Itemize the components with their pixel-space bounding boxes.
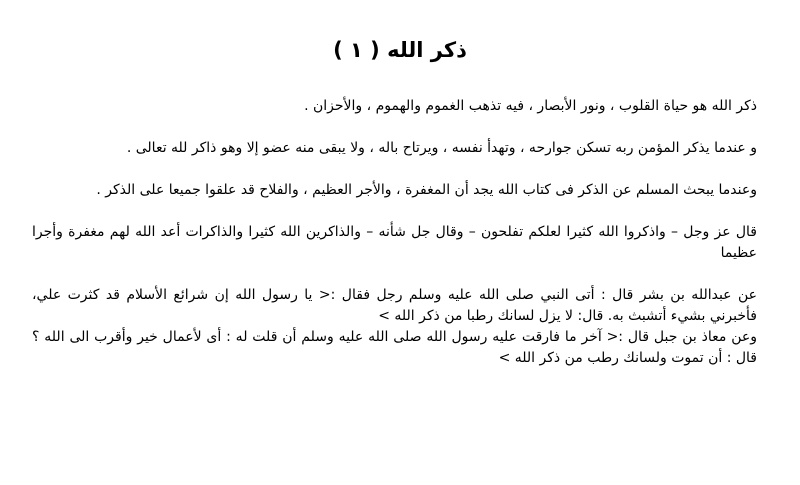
paragraph-3: وعندما يبحث المسلم عن الذكر فى كتاب الله يجد أن المغفرة ، والأجر العظيم ، والفلاح قد علقوا جميعا على الذكر . xyxy=(96,182,757,198)
paragraph-4: قال عز وجل – واذكروا الله كثيرا لعلكم تفلحون – وقال جل شأنه – والذاكرين الله كثيرا والذاكرات أعد الله لهم مغفرة وأجرا عظيما xyxy=(32,224,757,261)
paragraph-6: وعن معاذ بن جبل قال :< آخر ما فارقت عليه رسول الله صلى الله عليه وسلم أن قلت له : أى لأعمال خير وأقرب الى الله ؟ قال : أن تموت ولسانك رطب من ذكر الله > xyxy=(32,329,757,366)
page-title: ذكر الله ( ١ ) xyxy=(333,38,467,62)
paragraph-5: عن عبدالله بن بشر قال : أتى النبي صلى الله عليه وسلم رجل فقال :< يا رسول الله إن شرائع الأسلام قد كثرت علي، فأخبرني بشيء أتشبث به. قال: لا يزل لسانك رطبا من ذكر الله > xyxy=(32,287,757,324)
document-body xyxy=(32,96,757,369)
paragraph-2: و عندما يذكر المؤمن ربه تسكن جوارحه ، وتهدأ نفسه ، ويرتاح باله ، ولا يبقى منه عضو إلا وهو ذاكر لله تعالى . xyxy=(126,140,757,156)
paragraph-1: ذكر الله هو حياة القلوب ، ونور الأبصار ، فيه تذهب الغموم والهموم ، والأحزان . xyxy=(304,98,757,114)
